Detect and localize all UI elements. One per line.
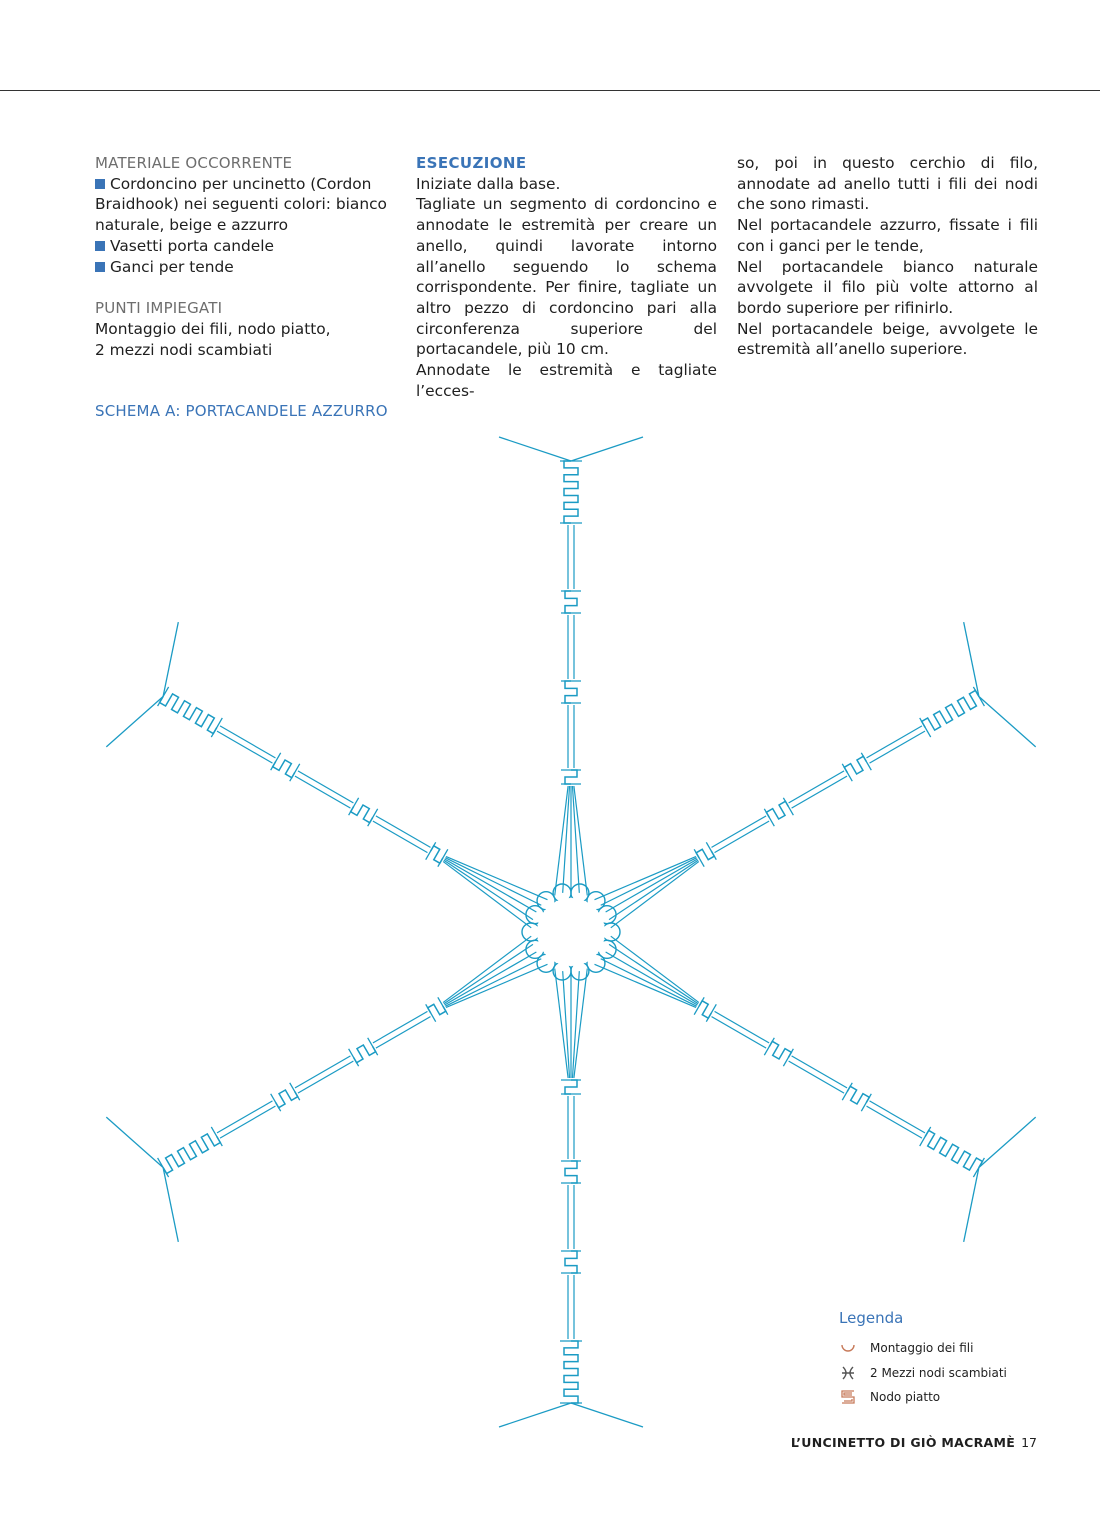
page-footer (0, 1435, 1037, 1450)
execution-paragraph: Annodate le estremità e tagliate l’ecces- (416, 361, 717, 400)
schema-title: SCHEMA A: PORTACANDELE AZZURRO (95, 402, 388, 420)
legend-item: Nodo piatto (839, 1385, 1039, 1410)
materials-heading: MATERIALE OCCORRENTE (95, 154, 293, 172)
legend-item: Montaggio dei fili (839, 1336, 1039, 1361)
macrame-arm (567, 888, 1036, 1242)
execution-paragraph: Iniziate dalla base. (416, 174, 561, 193)
stitches-heading: PUNTI IMPIEGATI (95, 299, 223, 318)
execution-heading: ESECUZIONE (416, 154, 527, 172)
material-item: Vasetti porta candele (95, 236, 395, 257)
stitches-line: Montaggio dei fili, nodo piatto, (95, 319, 331, 338)
flat-knot-icon (839, 1388, 857, 1406)
execution-paragraph: so, poi in questo cerchio di filo, annodate ad anello tutti i fili dei nodi che sono rimasti. (737, 154, 1038, 214)
legend-item: 2 Mezzi nodi scambiati (839, 1361, 1039, 1386)
macrame-arm (106, 888, 575, 1242)
legend-title: Legenda (839, 1309, 904, 1327)
magazine-title: L’UNCINETTO DI GIÒ MACRAMÈ (790, 1435, 1016, 1450)
page-number: 17 (1021, 1435, 1037, 1450)
half-knots-icon (839, 1364, 857, 1382)
center-ring (522, 884, 620, 980)
execution-paragraph: Nel portacandele bianco naturale avvolgete il filo più volte attorno al bordo superiore per rifinirlo. (737, 257, 1038, 317)
material-item: Cordoncino per uncinetto (Cordon Braidhook) nei seguenti colori: bianco naturale, beige e azzurro (95, 174, 387, 235)
legend (839, 1309, 1039, 1410)
macrame-arm (499, 969, 643, 1427)
mounting-icon (839, 1339, 857, 1357)
macrame-arm (106, 622, 575, 976)
execution-paragraph: Tagliate un segmento di cordoncino e annodate le estremità per creare un anello, quindi lavorate intorno all’anello seguendo lo schema corrispondente. Per finire, tagliate un altro pezzo di cordoncino pari alla circonferenza superiore del portacandele, più 10 cm. (416, 195, 717, 359)
macrame-arm (567, 622, 1036, 976)
macrame-arm (499, 437, 643, 895)
execution-paragraph: Nel portacandele azzurro, fissate i fili con i ganci per le tende, (737, 216, 1038, 255)
execution-paragraph: Nel portacandele beige, avvolgete le estremità all’anello superiore. (737, 319, 1038, 359)
stitches-line: 2 mezzi nodi scambiati (95, 340, 273, 359)
material-item: Ganci per tende (95, 257, 395, 278)
